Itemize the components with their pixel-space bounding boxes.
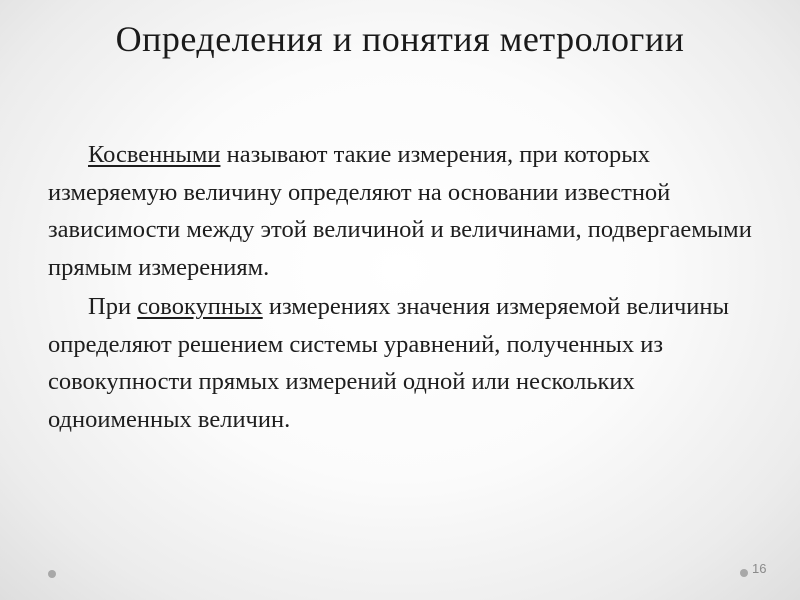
paragraph-indirect-measurements (48, 136, 763, 286)
decorative-dot-left (48, 570, 56, 578)
paragraph-aggregate-measurements (48, 288, 763, 438)
term-indirect: Косвенными (88, 141, 221, 168)
paragraph-text: измерениях значения измеряемой величины определяют решением системы уравнений, полученных из совокупности прямых измерений одной или нескольких одноименных величин. (48, 293, 729, 433)
decorative-dot-right (740, 569, 748, 577)
paragraph-lead: При (88, 293, 138, 320)
slide-title: Определения и понятия метрологии (115, 19, 685, 59)
paragraph-text: называют такие измерения, при которых измеряемую величину определяют на основании известной зависимости между этой величиной и величинами, подвергаемыми прямым измерениям. (48, 141, 752, 281)
slide-body (48, 136, 763, 440)
page-number: 16 (752, 561, 767, 576)
term-aggregate: совокупных (137, 293, 263, 320)
